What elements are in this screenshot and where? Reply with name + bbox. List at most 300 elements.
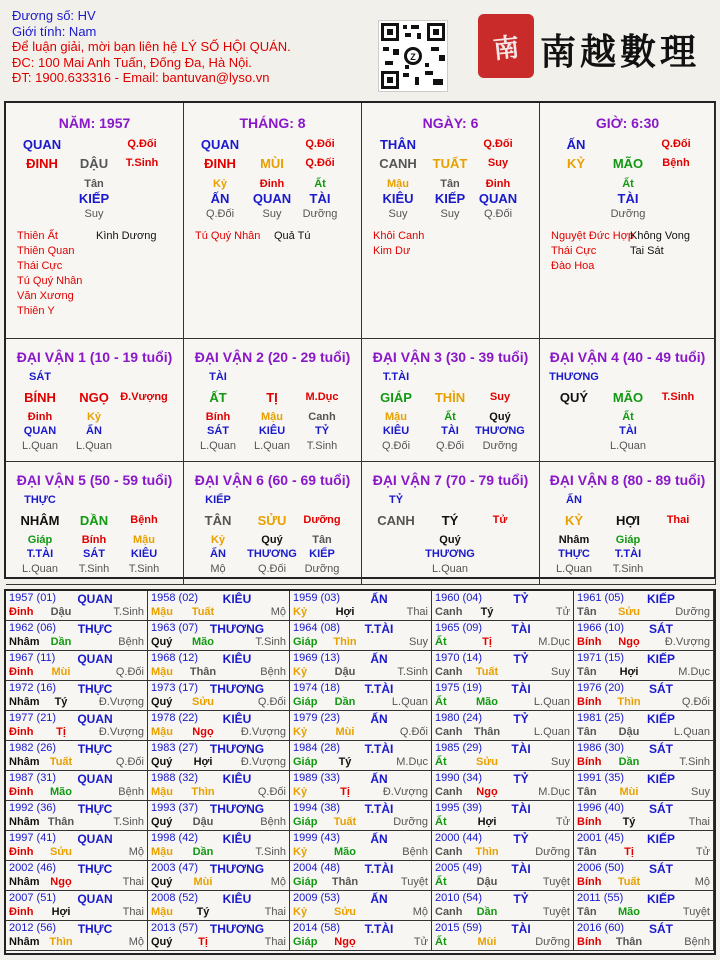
year-cell xyxy=(290,651,432,681)
year-cell xyxy=(6,651,148,681)
year-can: Mậu xyxy=(151,666,173,678)
year-status: Thai xyxy=(264,906,286,918)
hidden-god: KIẾP xyxy=(78,191,110,206)
luck-cell xyxy=(362,339,540,462)
luck-god: THỰC xyxy=(24,494,56,506)
year-cell xyxy=(148,621,290,651)
year-cell xyxy=(574,801,714,831)
year-can: Đinh xyxy=(9,786,34,798)
year-label: 1960 (04) xyxy=(435,592,483,604)
year-god: TÀI xyxy=(511,802,531,816)
hidden-stem: Tân xyxy=(440,178,460,190)
year-status: Tử xyxy=(555,606,570,618)
pillar-god: THÂN xyxy=(379,137,417,152)
luck-chi: MÃO xyxy=(612,390,644,405)
pillar-god-status: Q.Đối xyxy=(483,138,513,150)
luck-can: NHÂM xyxy=(20,513,60,528)
year-label: 1978 (22) xyxy=(151,712,199,724)
year-chi: Mão xyxy=(192,636,214,648)
year-god: KIẾP xyxy=(646,712,676,726)
year-can: Giáp xyxy=(293,936,318,948)
hidden-god: THỰC xyxy=(558,548,590,560)
hidden-god: KIÊU xyxy=(130,548,158,560)
year-cell xyxy=(290,861,432,891)
year-chi: Thân xyxy=(615,936,643,948)
year-can: Tân xyxy=(577,606,597,618)
year-label: 1985 (29) xyxy=(435,742,483,754)
hidden-status: Suy xyxy=(84,208,104,220)
pillar-can: ĐINH xyxy=(26,156,58,171)
year-status: Thai xyxy=(122,876,144,888)
hidden-status: T.Sinh xyxy=(612,563,644,575)
year-chi: Thân xyxy=(331,876,359,888)
year-status: Bệnh xyxy=(684,936,710,948)
year-chi: Ngọ xyxy=(618,636,640,648)
year-can: Đinh xyxy=(9,606,34,618)
year-chi: Tị xyxy=(624,846,634,858)
year-chi: Mùi xyxy=(193,876,213,888)
year-chi: Ngọ xyxy=(50,876,72,888)
star-left: Thái Cực xyxy=(17,260,63,272)
year-label: 1984 (28) xyxy=(293,742,341,754)
hidden-god: KIẾP xyxy=(434,191,466,206)
hidden-status: Mộ xyxy=(210,563,226,575)
star-left: Thiên Ất xyxy=(17,230,58,242)
year-status: T.Sinh xyxy=(679,756,710,768)
luck-chi: TÝ xyxy=(441,513,459,528)
year-chi: Tuất xyxy=(617,876,641,888)
hidden-stem: Mậu xyxy=(385,411,407,423)
year-cell xyxy=(6,591,148,621)
year-god: TÀI xyxy=(511,862,531,876)
year-label: 1964 (08) xyxy=(293,622,341,634)
year-chi: Dậu xyxy=(50,606,72,618)
year-can: Kỷ xyxy=(293,906,308,918)
year-chi: Tuất xyxy=(49,756,73,768)
year-chi: Tý xyxy=(480,606,494,618)
year-status: M.Dục xyxy=(538,636,570,648)
luck-god: THƯƠNG xyxy=(549,371,599,383)
qr-code xyxy=(378,20,448,92)
seal-stamp: 南 xyxy=(478,14,534,78)
year-label: 1962 (06) xyxy=(9,622,57,634)
year-chi: Sửu xyxy=(617,606,641,618)
year-chi: Thìn xyxy=(191,786,215,798)
pillar-cell xyxy=(362,103,540,339)
year-label: 2002 (46) xyxy=(9,862,57,874)
hidden-god: TÀI xyxy=(617,191,639,206)
year-status: Bệnh xyxy=(260,816,286,828)
hidden-status: Suy xyxy=(440,208,460,220)
hidden-god: TÀI xyxy=(309,191,331,206)
year-chi: Hợi xyxy=(335,606,355,618)
year-label: 1992 (36) xyxy=(9,802,57,814)
luck-can: QUÝ xyxy=(559,390,589,405)
year-can: Bính xyxy=(577,876,602,888)
year-god: ẤN xyxy=(370,832,388,846)
pillar-chi-status: Bệnh xyxy=(662,157,690,169)
year-god: TỶ xyxy=(513,832,529,846)
year-god: T.TÀI xyxy=(364,862,394,876)
luck-god: TỶ xyxy=(388,494,404,506)
year-cell xyxy=(432,831,574,861)
hidden-stem: Ất xyxy=(622,178,634,190)
luck-can: KỶ xyxy=(564,513,584,528)
year-label: 2011 (55) xyxy=(577,892,624,904)
year-label: 2003 (47) xyxy=(151,862,199,874)
luck-status: M.Dục xyxy=(305,391,339,403)
hidden-god: TÀI xyxy=(619,425,637,437)
year-status: L.Quan xyxy=(673,726,710,738)
year-label: 1965 (09) xyxy=(435,622,483,634)
year-chi: Mùi xyxy=(619,786,639,798)
star-left: Văn Xương xyxy=(17,290,74,302)
year-chi: Mão xyxy=(476,696,498,708)
year-label: 1982 (26) xyxy=(9,742,57,754)
year-status: Đ.Vượng xyxy=(98,696,144,708)
hidden-status: T.Sinh xyxy=(306,440,338,452)
hidden-stem: Kỷ xyxy=(210,534,226,546)
year-god: SÁT xyxy=(649,862,673,876)
year-god: THỰC xyxy=(77,622,113,636)
hidden-stem: Kỷ xyxy=(212,178,228,190)
year-god: SÁT xyxy=(649,742,673,756)
hidden-status: Q.Đối xyxy=(483,208,513,220)
year-chi: Dần xyxy=(50,636,72,648)
year-god: TỶ xyxy=(513,592,529,606)
year-god: THƯƠNG xyxy=(209,682,265,696)
year-god: KIÊU xyxy=(222,652,252,666)
year-cell xyxy=(290,681,432,711)
hidden-status: L.Quan xyxy=(75,440,113,452)
luck-title: ĐẠI VẬN 2 (20 - 29 tuổi) xyxy=(194,349,351,365)
pillar-chi: TUẤT xyxy=(432,156,468,171)
hidden-god: ẤN xyxy=(86,425,102,437)
year-status: Dưỡng xyxy=(675,606,710,618)
year-status: T.Sinh xyxy=(255,846,286,858)
year-can: Đinh xyxy=(9,666,34,678)
hidden-status: L.Quan xyxy=(431,563,469,575)
year-chi: Sửu xyxy=(475,756,499,768)
hidden-status: Dưỡng xyxy=(304,563,340,575)
year-chi: Thân xyxy=(47,816,75,828)
year-chi: Mùi xyxy=(477,936,497,948)
pillar-god: QUAN xyxy=(200,137,240,152)
year-god: QUAN xyxy=(77,772,113,786)
year-cell xyxy=(574,681,714,711)
hidden-god: QUAN xyxy=(478,191,518,206)
year-status: Thai xyxy=(122,906,144,918)
luck-status: Thai xyxy=(666,514,690,526)
year-status: Suy xyxy=(551,666,570,678)
year-god: TÀI xyxy=(511,622,531,636)
year-can: Tân xyxy=(577,786,597,798)
pillar-god: QUAN xyxy=(22,137,62,152)
pillar-title: NĂM: 1957 xyxy=(58,115,131,131)
hidden-status: Q.Đối xyxy=(257,563,287,575)
luck-status: Suy xyxy=(489,391,511,403)
annual-grid xyxy=(4,589,716,955)
pillar-chi: MÙI xyxy=(260,156,284,171)
year-status: Suy xyxy=(551,756,570,768)
year-can: Mậu xyxy=(151,906,173,918)
year-can: Giáp xyxy=(293,696,318,708)
year-label: 1976 (20) xyxy=(577,682,625,694)
year-label: 1969 (13) xyxy=(293,652,341,664)
year-label: 2010 (54) xyxy=(435,892,483,904)
luck-chi: DẦN xyxy=(79,513,109,528)
luck-can: ẤT xyxy=(209,390,227,405)
year-god: TỶ xyxy=(513,892,529,906)
year-chi: Tị xyxy=(56,726,66,738)
year-god: TỶ xyxy=(513,772,529,786)
year-god: T.TÀI xyxy=(364,682,394,696)
hidden-stem: Ất xyxy=(444,411,456,423)
year-label: 1966 (10) xyxy=(577,622,625,634)
luck-chi: TỊ xyxy=(266,390,278,405)
year-label: 1958 (02) xyxy=(151,592,199,604)
hidden-stem: Giáp xyxy=(615,534,641,546)
year-cell xyxy=(6,861,148,891)
year-chi: Dậu xyxy=(334,666,356,678)
pillar-cell xyxy=(540,103,716,339)
year-chi: Sửu xyxy=(191,696,215,708)
year-chi: Ngọ xyxy=(476,786,498,798)
year-status: M.Dục xyxy=(678,666,710,678)
pillar-cell xyxy=(184,103,362,339)
year-chi: Thân xyxy=(189,666,217,678)
luck-god: SÁT xyxy=(29,371,51,383)
year-god: QUAN xyxy=(77,832,113,846)
year-chi: Dậu xyxy=(618,726,640,738)
hidden-stem: Kỷ xyxy=(86,411,102,423)
svg-text:Z: Z xyxy=(410,52,416,62)
luck-title: ĐẠI VẬN 6 (60 - 69 tuổi) xyxy=(194,472,351,488)
year-chi: Sửu xyxy=(333,906,357,918)
year-can: Nhâm xyxy=(9,696,40,708)
year-status: Q.Đối xyxy=(399,726,428,738)
luck-title: ĐẠI VẬN 4 (40 - 49 tuổi) xyxy=(549,349,706,365)
pillar-can: KỶ xyxy=(566,156,586,171)
year-cell xyxy=(6,711,148,741)
year-god: THỰC xyxy=(77,682,113,696)
year-chi: Tuất xyxy=(475,666,499,678)
year-label: 2000 (44) xyxy=(435,832,483,844)
year-label: 1971 (15) xyxy=(577,652,625,664)
year-chi: Dần xyxy=(192,846,214,858)
luck-god: KIẾP xyxy=(205,494,231,506)
year-status: Mộ xyxy=(270,876,286,888)
hidden-status: Dưỡng xyxy=(610,208,646,220)
hidden-stem: Ất xyxy=(314,178,326,190)
year-chi: Tuất xyxy=(191,606,215,618)
year-status: Đ.Vượng xyxy=(664,636,710,648)
luck-can: GIÁP xyxy=(380,390,412,405)
year-cell xyxy=(290,711,432,741)
year-status: M.Dục xyxy=(396,756,428,768)
luck-god: T.TÀI xyxy=(382,371,410,383)
year-god: KIÊU xyxy=(222,712,252,726)
luck-status: Dưỡng xyxy=(303,514,341,526)
year-status: Tử xyxy=(413,936,428,948)
year-status: T.Sinh xyxy=(113,816,144,828)
year-can: Mậu xyxy=(151,846,173,858)
year-chi: Dậu xyxy=(192,816,214,828)
year-status: Q.Đối xyxy=(257,696,286,708)
year-can: Ất xyxy=(435,876,447,888)
year-cell xyxy=(148,651,290,681)
pillar-title: GIỜ: 6:30 xyxy=(595,115,660,131)
year-god: TÀI xyxy=(511,682,531,696)
year-status: T.Sinh xyxy=(255,636,286,648)
year-label: 2016 (60) xyxy=(577,922,625,934)
year-god: KIÊU xyxy=(222,592,252,606)
year-status: T.Sinh xyxy=(397,666,428,678)
year-label: 2009 (53) xyxy=(293,892,341,904)
year-label: 1963 (07) xyxy=(151,622,199,634)
hidden-status: T.Sinh xyxy=(78,563,110,575)
year-label: 2013 (57) xyxy=(151,922,199,934)
year-label: 1972 (16) xyxy=(9,682,57,694)
year-can: Giáp xyxy=(293,876,318,888)
hidden-status: L.Quan xyxy=(21,563,59,575)
hidden-god: T.TÀI xyxy=(26,548,54,560)
hidden-status: Q.Đối xyxy=(381,440,411,452)
pillar-can: ĐINH xyxy=(204,156,236,171)
year-status: Dưỡng xyxy=(535,936,570,948)
year-god: ẤN xyxy=(370,772,388,786)
hidden-god: TỶ xyxy=(314,425,330,437)
year-label: 2006 (50) xyxy=(577,862,625,874)
year-can: Bính xyxy=(577,816,602,828)
year-cell xyxy=(574,651,714,681)
star-right: Kình Dương xyxy=(96,230,157,242)
year-can: Ất xyxy=(435,816,447,828)
year-label: 2005 (49) xyxy=(435,862,483,874)
year-chi: Dần xyxy=(476,906,498,918)
year-can: Kỷ xyxy=(293,726,308,738)
year-label: 2012 (56) xyxy=(9,922,57,934)
star-right: Tai Sát xyxy=(630,245,664,257)
hidden-stem: Canh xyxy=(308,411,336,423)
year-cell xyxy=(574,921,714,951)
pillar-chi: MÃO xyxy=(612,156,644,171)
year-chi: Thìn xyxy=(49,936,73,948)
year-god: KIÊU xyxy=(222,832,252,846)
year-chi: Tị xyxy=(482,636,492,648)
luck-can: TÂN xyxy=(204,513,232,528)
header-line: ĐT: 1900.633316 - Email: bantuvan@lyso.vn xyxy=(12,70,270,85)
hidden-god: THƯƠNG xyxy=(247,548,297,560)
year-cell xyxy=(6,831,148,861)
pillar-god-status: Q.Đối xyxy=(305,138,335,150)
hidden-status: Suy xyxy=(388,208,408,220)
luck-status: T.Sinh xyxy=(661,391,695,403)
year-cell xyxy=(290,921,432,951)
year-god: TÀI xyxy=(511,742,531,756)
year-can: Quý xyxy=(151,756,173,768)
year-can: Quý xyxy=(151,876,173,888)
year-chi: Mùi xyxy=(51,666,71,678)
year-chi: Thân xyxy=(473,726,501,738)
star-left: Đào Hoa xyxy=(551,260,595,272)
year-cell xyxy=(432,711,574,741)
year-can: Kỷ xyxy=(293,786,308,798)
year-status: Mộ xyxy=(694,876,710,888)
year-cell xyxy=(148,921,290,951)
year-chi: Dần xyxy=(334,696,356,708)
year-god: QUAN xyxy=(77,652,113,666)
year-status: T.Sinh xyxy=(113,606,144,618)
year-can: Ất xyxy=(435,696,447,708)
year-status: L.Quan xyxy=(391,696,428,708)
year-label: 1961 (05) xyxy=(577,592,625,604)
year-label: 1970 (14) xyxy=(435,652,483,664)
hidden-god: QUAN xyxy=(23,425,57,437)
year-status: Dưỡng xyxy=(535,846,570,858)
year-label: 1981 (25) xyxy=(577,712,625,724)
pillar-title: NGÀY: 6 xyxy=(422,115,479,131)
year-status: Q.Đối xyxy=(115,666,144,678)
hidden-status: L.Quan xyxy=(21,440,59,452)
year-god: KIẾP xyxy=(646,592,676,606)
hidden-god: QUAN xyxy=(252,191,292,206)
year-god: THỰC xyxy=(77,742,113,756)
hidden-stem: Ất xyxy=(622,411,634,423)
year-can: Canh xyxy=(435,786,463,798)
luck-status: Tử xyxy=(492,514,508,526)
year-cell xyxy=(148,711,290,741)
year-god: TÀI xyxy=(511,922,531,936)
star-left: Thiên Y xyxy=(17,305,55,317)
hidden-status: Dưỡng xyxy=(302,208,338,220)
year-chi: Thìn xyxy=(617,696,641,708)
year-chi: Hợi xyxy=(619,666,639,678)
year-status: Thai xyxy=(406,606,428,618)
hidden-status: L.Quan xyxy=(555,563,593,575)
year-status: Bệnh xyxy=(402,846,428,858)
year-label: 2004 (48) xyxy=(293,862,341,874)
year-god: THƯƠNG xyxy=(209,742,265,756)
year-cell xyxy=(290,621,432,651)
year-can: Quý xyxy=(151,816,173,828)
year-status: Suy xyxy=(409,636,428,648)
year-god: SÁT xyxy=(649,682,673,696)
hidden-stem: Đinh xyxy=(27,411,53,423)
year-label: 1994 (38) xyxy=(293,802,341,814)
hidden-stem: Mậu xyxy=(133,534,155,546)
year-cell xyxy=(432,591,574,621)
year-can: Nhâm xyxy=(9,816,40,828)
year-can: Bính xyxy=(577,696,602,708)
star-left: Thái Cực xyxy=(551,245,597,257)
hidden-god: KIẾP xyxy=(309,548,335,560)
luck-title: ĐẠI VẬN 7 (70 - 79 tuổi) xyxy=(372,472,529,488)
pillar-can: CANH xyxy=(379,156,417,171)
hidden-status: L.Quan xyxy=(199,440,237,452)
hidden-god: KIÊU xyxy=(258,425,286,437)
year-chi: Dần xyxy=(618,756,640,768)
year-status: Đ.Vượng xyxy=(240,726,286,738)
pillar-chi-status: Suy xyxy=(487,157,509,169)
year-cell xyxy=(148,861,290,891)
year-status: Q.Đối xyxy=(115,756,144,768)
hidden-god: T.TÀI xyxy=(614,548,642,560)
header-line: ĐC: 100 Mai Anh Tuấn, Đống Đa, Hà Nội. xyxy=(12,54,252,70)
header-line: Giới tính: Nam xyxy=(12,23,97,39)
year-god: KIÊU xyxy=(222,772,252,786)
hidden-stem: Mậu xyxy=(261,411,283,423)
